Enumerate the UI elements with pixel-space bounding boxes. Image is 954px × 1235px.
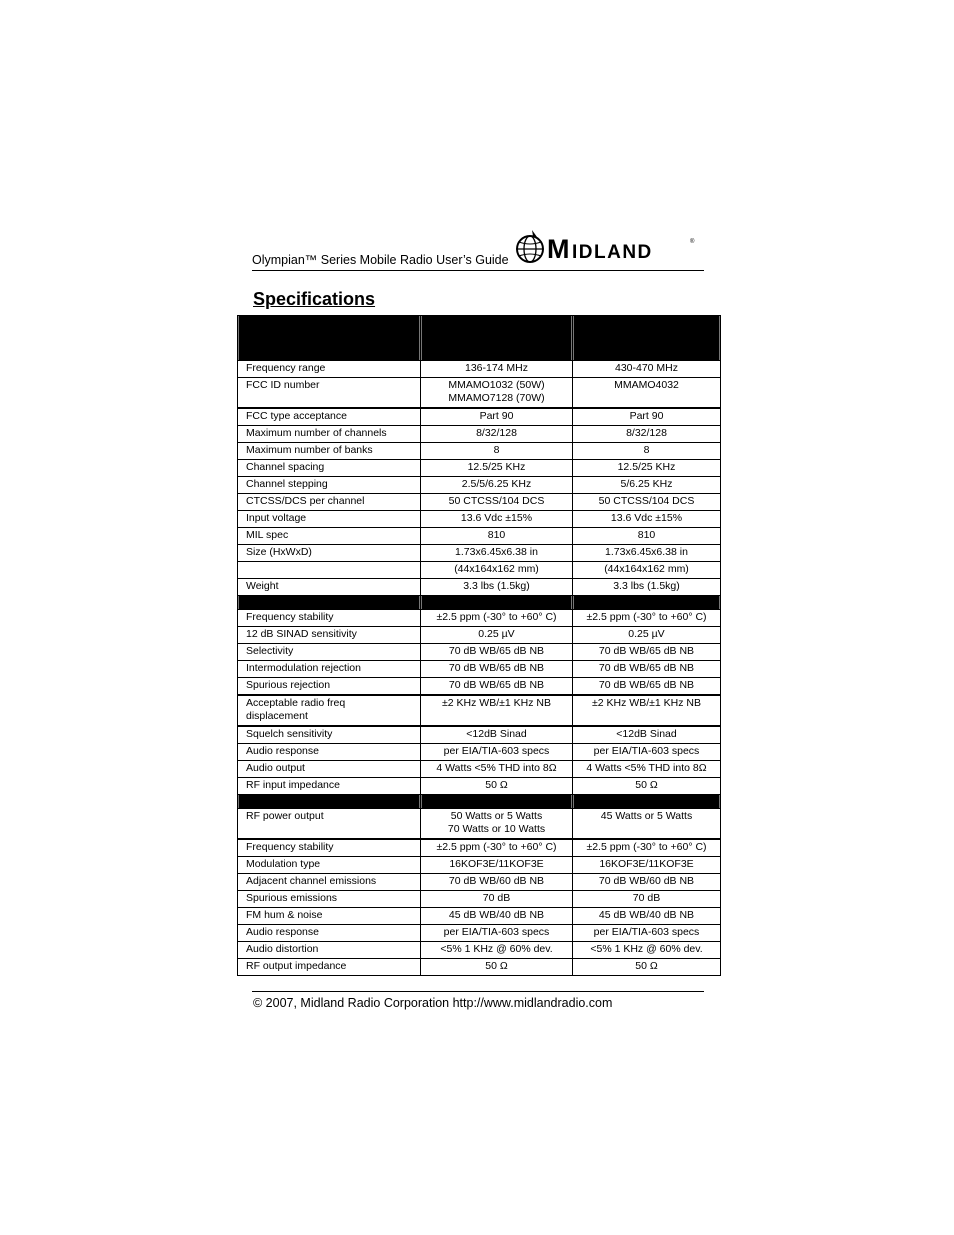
vhf-value: ±2.5 ppm (-30° to +60° C) <box>421 839 573 857</box>
section-header-cell <box>573 596 721 610</box>
table-row <box>238 925 721 942</box>
uhf-value: 810 <box>573 528 721 545</box>
uhf-value: (44x164x162 mm) <box>573 562 721 579</box>
vhf-value: 4 Watts <5% THD into 8Ω <box>421 761 573 778</box>
table-row <box>238 661 721 678</box>
table-row <box>238 627 721 644</box>
uhf-value: 70 dB WB/65 dB NB <box>573 661 721 678</box>
vhf-value: 50 Ω <box>421 778 573 795</box>
uhf-value: 16KOF3E/11KOF3E <box>573 857 721 874</box>
table-row <box>238 378 721 409</box>
header-title: Olympian™ Series Mobile Radio User’s Guide <box>252 253 509 267</box>
vhf-value: 1.73x6.45x6.38 in <box>421 545 573 562</box>
section-header-marker <box>238 316 420 360</box>
table-row <box>238 744 721 761</box>
spec-label: Maximum number of banks <box>238 443 421 460</box>
uhf-value: 12.5/25 KHz <box>573 460 721 477</box>
vhf-value: 0.25 µV <box>421 627 573 644</box>
spec-label: FCC type acceptance <box>238 408 421 426</box>
table-row <box>238 726 721 744</box>
logo-wordmark: IDLAND <box>572 242 653 263</box>
uhf-value: 8 <box>573 443 721 460</box>
section-header-cell <box>573 795 721 809</box>
vhf-value: 50 Watts or 5 Watts 70 Watts or 10 Watts <box>421 809 573 840</box>
vhf-value: 810 <box>421 528 573 545</box>
section-header-cell <box>421 795 573 809</box>
section-header-cell <box>573 316 721 361</box>
table-row <box>238 511 721 528</box>
section-header-marker <box>421 596 572 609</box>
uhf-value: 50 Ω <box>573 778 721 795</box>
table-row <box>238 361 721 378</box>
receiver-section-header <box>238 596 721 610</box>
uhf-value: 70 dB WB/60 dB NB <box>573 874 721 891</box>
spec-label: Intermodulation rejection <box>238 661 421 678</box>
uhf-value: 8/32/128 <box>573 426 721 443</box>
table-row <box>238 494 721 511</box>
globe-icon <box>517 230 543 262</box>
uhf-value: 0.25 µV <box>573 627 721 644</box>
uhf-value: ±2.5 ppm (-30° to +60° C) <box>573 610 721 627</box>
vhf-value: 13.6 Vdc ±15% <box>421 511 573 528</box>
table-row <box>238 408 721 426</box>
uhf-value: Part 90 <box>573 408 721 426</box>
table-row <box>238 857 721 874</box>
vhf-value: 70 dB WB/65 dB NB <box>421 678 573 696</box>
table-row <box>238 891 721 908</box>
spec-label: FM hum & noise <box>238 908 421 925</box>
uhf-value: 50 CTCSS/104 DCS <box>573 494 721 511</box>
uhf-value: <12dB Sinad <box>573 726 721 744</box>
uhf-value: 13.6 Vdc ±15% <box>573 511 721 528</box>
section-header-cell <box>421 316 573 361</box>
uhf-value: 5/6.25 KHz <box>573 477 721 494</box>
vhf-value: 70 dB <box>421 891 573 908</box>
table-row <box>238 528 721 545</box>
table-row <box>238 678 721 696</box>
spec-label: MIL spec <box>238 528 421 545</box>
spec-label: Audio response <box>238 925 421 942</box>
registered-mark: ® <box>690 239 695 245</box>
section-header-marker <box>573 795 720 808</box>
logo-letter-m: M <box>547 234 570 264</box>
spec-label: Input voltage <box>238 511 421 528</box>
section-header-marker <box>421 316 572 360</box>
vhf-value: <12dB Sinad <box>421 726 573 744</box>
table-row <box>238 959 721 976</box>
table-row <box>238 809 721 840</box>
vhf-value: 8 <box>421 443 573 460</box>
table-row <box>238 562 721 579</box>
section-header-cell <box>421 596 573 610</box>
vhf-value: 2.5/5/6.25 KHz <box>421 477 573 494</box>
spec-label: RF input impedance <box>238 778 421 795</box>
spec-label: FCC ID number <box>238 378 421 409</box>
spec-label: Maximum number of channels <box>238 426 421 443</box>
specifications-table <box>237 315 721 976</box>
section-header-cell <box>238 316 421 361</box>
section-header-marker <box>421 795 572 808</box>
vhf-value: 8/32/128 <box>421 426 573 443</box>
general-section-header <box>238 316 721 361</box>
vhf-value: 12.5/25 KHz <box>421 460 573 477</box>
uhf-value: per EIA/TIA-603 specs <box>573 744 721 761</box>
vhf-value: ±2.5 ppm (-30° to +60° C) <box>421 610 573 627</box>
spec-label: Size (HxWxD) <box>238 545 421 562</box>
section-header-marker <box>573 316 720 360</box>
section-header-marker <box>238 596 420 609</box>
spec-label: 12 dB SINAD sensitivity <box>238 627 421 644</box>
spec-label: RF output impedance <box>238 959 421 976</box>
vhf-value: 136-174 MHz <box>421 361 573 378</box>
transmitter-section-header <box>238 795 721 809</box>
uhf-value: 70 dB WB/65 dB NB <box>573 678 721 696</box>
uhf-value: 430-470 MHz <box>573 361 721 378</box>
spec-label: Adjacent channel emissions <box>238 874 421 891</box>
spec-label: Selectivity <box>238 644 421 661</box>
section-header-cell <box>238 795 421 809</box>
uhf-value: 3.3 lbs (1.5kg) <box>573 579 721 596</box>
vhf-value: ±2 KHz WB/±1 KHz NB <box>421 695 573 726</box>
uhf-value: MMAMO4032 <box>573 378 721 409</box>
table-row <box>238 908 721 925</box>
uhf-value: 4 Watts <5% THD into 8Ω <box>573 761 721 778</box>
table-row <box>238 942 721 959</box>
table-row <box>238 778 721 795</box>
uhf-value: ±2.5 ppm (-30° to +60° C) <box>573 839 721 857</box>
vhf-value: per EIA/TIA-603 specs <box>421 744 573 761</box>
page-title: Specifications <box>253 289 376 309</box>
vhf-value: <5% 1 KHz @ 60% dev. <box>421 942 573 959</box>
spec-label: Channel stepping <box>238 477 421 494</box>
vhf-value: 45 dB WB/40 dB NB <box>421 908 573 925</box>
spec-label: Frequency stability <box>238 610 421 627</box>
uhf-value: per EIA/TIA-603 specs <box>573 925 721 942</box>
uhf-value: 45 dB WB/40 dB NB <box>573 908 721 925</box>
page-header <box>252 228 704 271</box>
table-row <box>238 579 721 596</box>
section-header-cell <box>238 596 421 610</box>
specifications-table-body <box>238 316 721 976</box>
uhf-value: 70 dB <box>573 891 721 908</box>
vhf-value: 50 Ω <box>421 959 573 976</box>
section-header-marker <box>238 795 420 808</box>
table-row <box>238 695 721 726</box>
vhf-value: (44x164x162 mm) <box>421 562 573 579</box>
vhf-value: Part 90 <box>421 408 573 426</box>
spec-label: Audio distortion <box>238 942 421 959</box>
vhf-value: 70 dB WB/60 dB NB <box>421 874 573 891</box>
spec-label: Weight <box>238 579 421 596</box>
spec-label: CTCSS/DCS per channel <box>238 494 421 511</box>
table-row <box>238 545 721 562</box>
table-row <box>238 460 721 477</box>
spec-label: Modulation type <box>238 857 421 874</box>
section-header-marker <box>573 596 720 609</box>
spec-label: Squelch sensitivity <box>238 726 421 744</box>
footer-copyright: © 2007, Midland Radio Corporation http://www.midlandradio.com <box>253 996 613 1010</box>
vhf-value: 16KOF3E/11KOF3E <box>421 857 573 874</box>
vhf-value: per EIA/TIA-603 specs <box>421 925 573 942</box>
spec-label: Frequency range <box>238 361 421 378</box>
uhf-value: 1.73x6.45x6.38 in <box>573 545 721 562</box>
spec-label: RF power output <box>238 809 421 840</box>
spec-label: Audio response <box>238 744 421 761</box>
spec-label: Spurious rejection <box>238 678 421 696</box>
uhf-value: 70 dB WB/65 dB NB <box>573 644 721 661</box>
spec-label: Acceptable radio freq displacement <box>238 695 421 726</box>
spec-label: Frequency stability <box>238 839 421 857</box>
uhf-value: <5% 1 KHz @ 60% dev. <box>573 942 721 959</box>
table-row <box>238 426 721 443</box>
midland-logo <box>512 228 702 268</box>
table-row <box>238 477 721 494</box>
spec-label: Spurious emissions <box>238 891 421 908</box>
table-row <box>238 443 721 460</box>
table-row <box>238 874 721 891</box>
table-row <box>238 610 721 627</box>
table-row <box>238 644 721 661</box>
vhf-value: 50 CTCSS/104 DCS <box>421 494 573 511</box>
footer-rule <box>252 991 704 992</box>
vhf-value: MMAMO1032 (50W) MMAMO7128 (70W) <box>421 378 573 409</box>
table-row <box>238 839 721 857</box>
spec-label <box>238 562 421 579</box>
vhf-value: 3.3 lbs (1.5kg) <box>421 579 573 596</box>
spec-label: Audio output <box>238 761 421 778</box>
uhf-value: 50 Ω <box>573 959 721 976</box>
spec-label: Channel spacing <box>238 460 421 477</box>
table-row <box>238 761 721 778</box>
uhf-value: ±2 KHz WB/±1 KHz NB <box>573 695 721 726</box>
vhf-value: 70 dB WB/65 dB NB <box>421 661 573 678</box>
vhf-value: 70 dB WB/65 dB NB <box>421 644 573 661</box>
uhf-value: 45 Watts or 5 Watts <box>573 809 721 840</box>
